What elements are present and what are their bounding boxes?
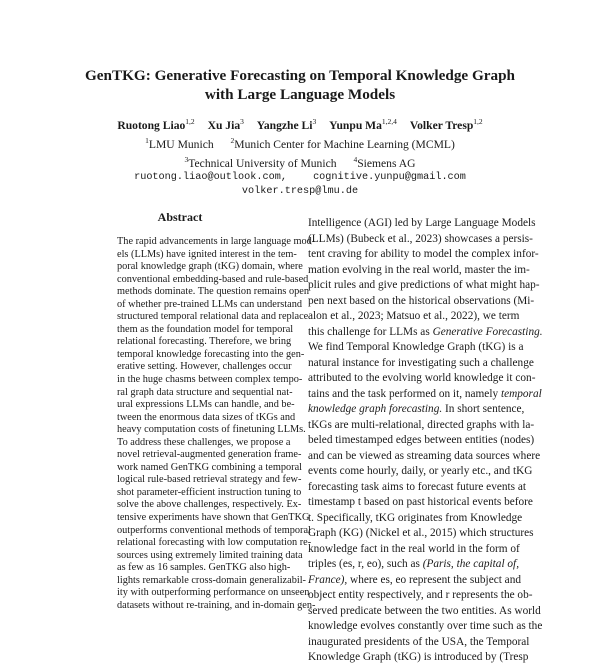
intro-line: events come hourly, daily, or yearly etc., and tKG — [308, 465, 533, 477]
abstract-line: outperforms conventional methods of temporal — [117, 524, 311, 536]
abstract-line: The rapid advancements in large language mod- — [117, 236, 316, 247]
abstract-line: poral knowledge graph (tKG) domain, where — [117, 261, 303, 273]
intro-line: forecasting task aims to forecast future events at — [308, 480, 527, 493]
intro-line: attributed to the evolving world knowledge it con- — [308, 372, 536, 384]
abstract-heading: Abstract — [157, 210, 203, 224]
title-line-2: with Large Language Models — [204, 86, 396, 103]
author: Yangzhe Li$^3$ — [256, 117, 317, 132]
abstract-body — [117, 236, 316, 612]
intro-line: France), where es, eo represent the subject and — [308, 573, 521, 586]
author: Volker Tresp$^{1,2}$ — [409, 117, 483, 132]
abstract-line: ural expressions LLMs can handle, and be- — [117, 399, 295, 411]
abstract-line: To address these challenges, we propose a — [117, 436, 291, 448]
intro-line: Graph (KG) (Nickel et al., 2015) which structures — [308, 527, 534, 539]
author-names — [30, 114, 570, 133]
intro-line: inaugurated presidents of the USA, the Temporal — [308, 635, 530, 648]
intro-line: mation evolving in the real world, master the im- — [308, 263, 530, 276]
author: Yunpu Ma$^{1,2,4}$ — [329, 117, 397, 132]
abstract-line: datasets without re-training, and in-domain gen- — [117, 599, 316, 611]
intro-line: tains and the task performed on it, namely temporal — [308, 387, 542, 400]
abstract-line: of whether pre-trained LLMs can understand — [117, 298, 302, 310]
intro-line: pen next based on the historical observations (Mi- — [308, 294, 535, 307]
email[interactable]: cognitive.yunpu@gmail.com — [313, 171, 466, 183]
intro-line: triples (es, r, eo), such as (Paris, the capital of, — [308, 558, 520, 570]
paper-title — [40, 66, 560, 104]
email[interactable]: volker.tresp@lmu.de — [241, 186, 359, 198]
affiliations-line-1: $^1$LMU Munich $^2$Munich Center for Machine Learning (MCML) — [145, 135, 455, 151]
abstract-line: sources using extremely limited training data — [117, 549, 303, 561]
abstract-line: erative setting. However, challenges occur — [117, 361, 292, 373]
abstract-line: temporal knowledge forecasting into the gen- — [117, 348, 305, 360]
emails-line-2 — [30, 185, 570, 200]
intro-line: beled timestamped edges between entities (nodes) — [308, 434, 535, 446]
abstract-line: ral graph data structure and sequential nat- — [117, 386, 293, 398]
intro-line: served predicate between the two entities. As world — [308, 604, 541, 617]
intro-line: and can be viewed as streaming data sources where — [308, 449, 541, 462]
intro-line: We find Temporal Knowledge Graph (tKG) is a — [308, 341, 524, 353]
abstract-line: shot parameter-efficient instruction tuning to — [117, 486, 302, 498]
abstract-line: solve the above challenges, respectively. Ex- — [117, 499, 302, 511]
intro-line: Intelligence (AGI) led by Large Language Models — [308, 217, 536, 229]
abstract-line: structured temporal relational data and replace — [117, 311, 309, 323]
intro-line: tent craving for ability to model the complex infor- — [308, 248, 539, 260]
intro-line: this challenge for LLMs as Generative Forecasting. — [308, 325, 543, 338]
author: Xu Jia$^3$ — [207, 117, 244, 132]
abstract-line: lights remarkable cross-domain generalizabil- — [117, 574, 306, 586]
intro-line: alon et al., 2023; Matsuo et al., 2022), we term — [308, 310, 520, 322]
abstract-line: logical rule-based retrieval strategy and few- — [117, 474, 302, 486]
abstract-line: conventional embedding-based and rule-based — [117, 273, 309, 285]
abstract-line: heavy computation costs of finetuning LLMs. — [117, 424, 306, 436]
email[interactable]: ruotong.liao@outlook.com, — [134, 171, 287, 183]
abstract-line: els (LLMs) have ignited interest in the tem- — [117, 248, 297, 260]
author-block — [30, 114, 570, 200]
intro-line: natural instance for investigating such a challenge — [308, 356, 534, 369]
intro-line: Knowledge Graph (tKG) is introduced by (Tresp — [308, 651, 529, 663]
abstract-line: tween the enormous data sizes of tKGs and — [117, 411, 296, 423]
intro-line: timestamp t based on past historical events before — [308, 496, 533, 508]
intro-line: knowledge graph forecasting. In short sentence, — [308, 403, 525, 415]
intro-line: tKGs are multi-relational, directed graphs with la- — [308, 418, 535, 431]
intro-line: (LLMs) (Bubeck et al., 2023) showcases a persis- — [308, 232, 533, 245]
abstract-line: relational forecasting. Therefore, we bring — [117, 336, 292, 348]
abstract-line: in the huge chasms between complex tempo- — [117, 374, 303, 386]
abstract-line: work named GenTKG combining a temporal — [117, 461, 303, 473]
author: Ruotong Liao$^{1,2}$ — [117, 117, 195, 132]
intro-line: plicit rules and give predictions of what might hap- — [308, 279, 540, 291]
abstract-line: as few as 16 samples. GenTKG also high- — [117, 562, 291, 574]
affiliations-line-2: $^3$Technical University of Munich $^4$Siemens AG — [184, 154, 416, 170]
intro-line: knowledge evolves constantly over time such as the — [308, 620, 543, 632]
abstract-line: them as the foundation model for temporal — [117, 323, 294, 335]
title-line-1: GenTKG: Generative Forecasting on Temporal Knowledge Graph — [84, 67, 516, 84]
abstract-line: tensive experiments have shown that GenTKG — [117, 512, 310, 524]
intro-line: knowledge fact in the real world in the form of — [308, 542, 520, 555]
abstract-line: methods dominate. The question remains open — [117, 286, 309, 298]
abstract-line: ity with outperforming performance on unseen — [117, 587, 310, 599]
abstract-line: novel retrieval-augmented generation frame- — [117, 449, 302, 461]
intro-line: t. Specifically, tKG originates from Knowledge — [308, 511, 523, 524]
abstract-line: relational forecasting with low computation re- — [117, 537, 312, 549]
intro-column — [308, 216, 543, 666]
emails-line-1 — [30, 171, 570, 186]
intro-line: object entity respectively, and r represents the ob- — [308, 589, 533, 601]
